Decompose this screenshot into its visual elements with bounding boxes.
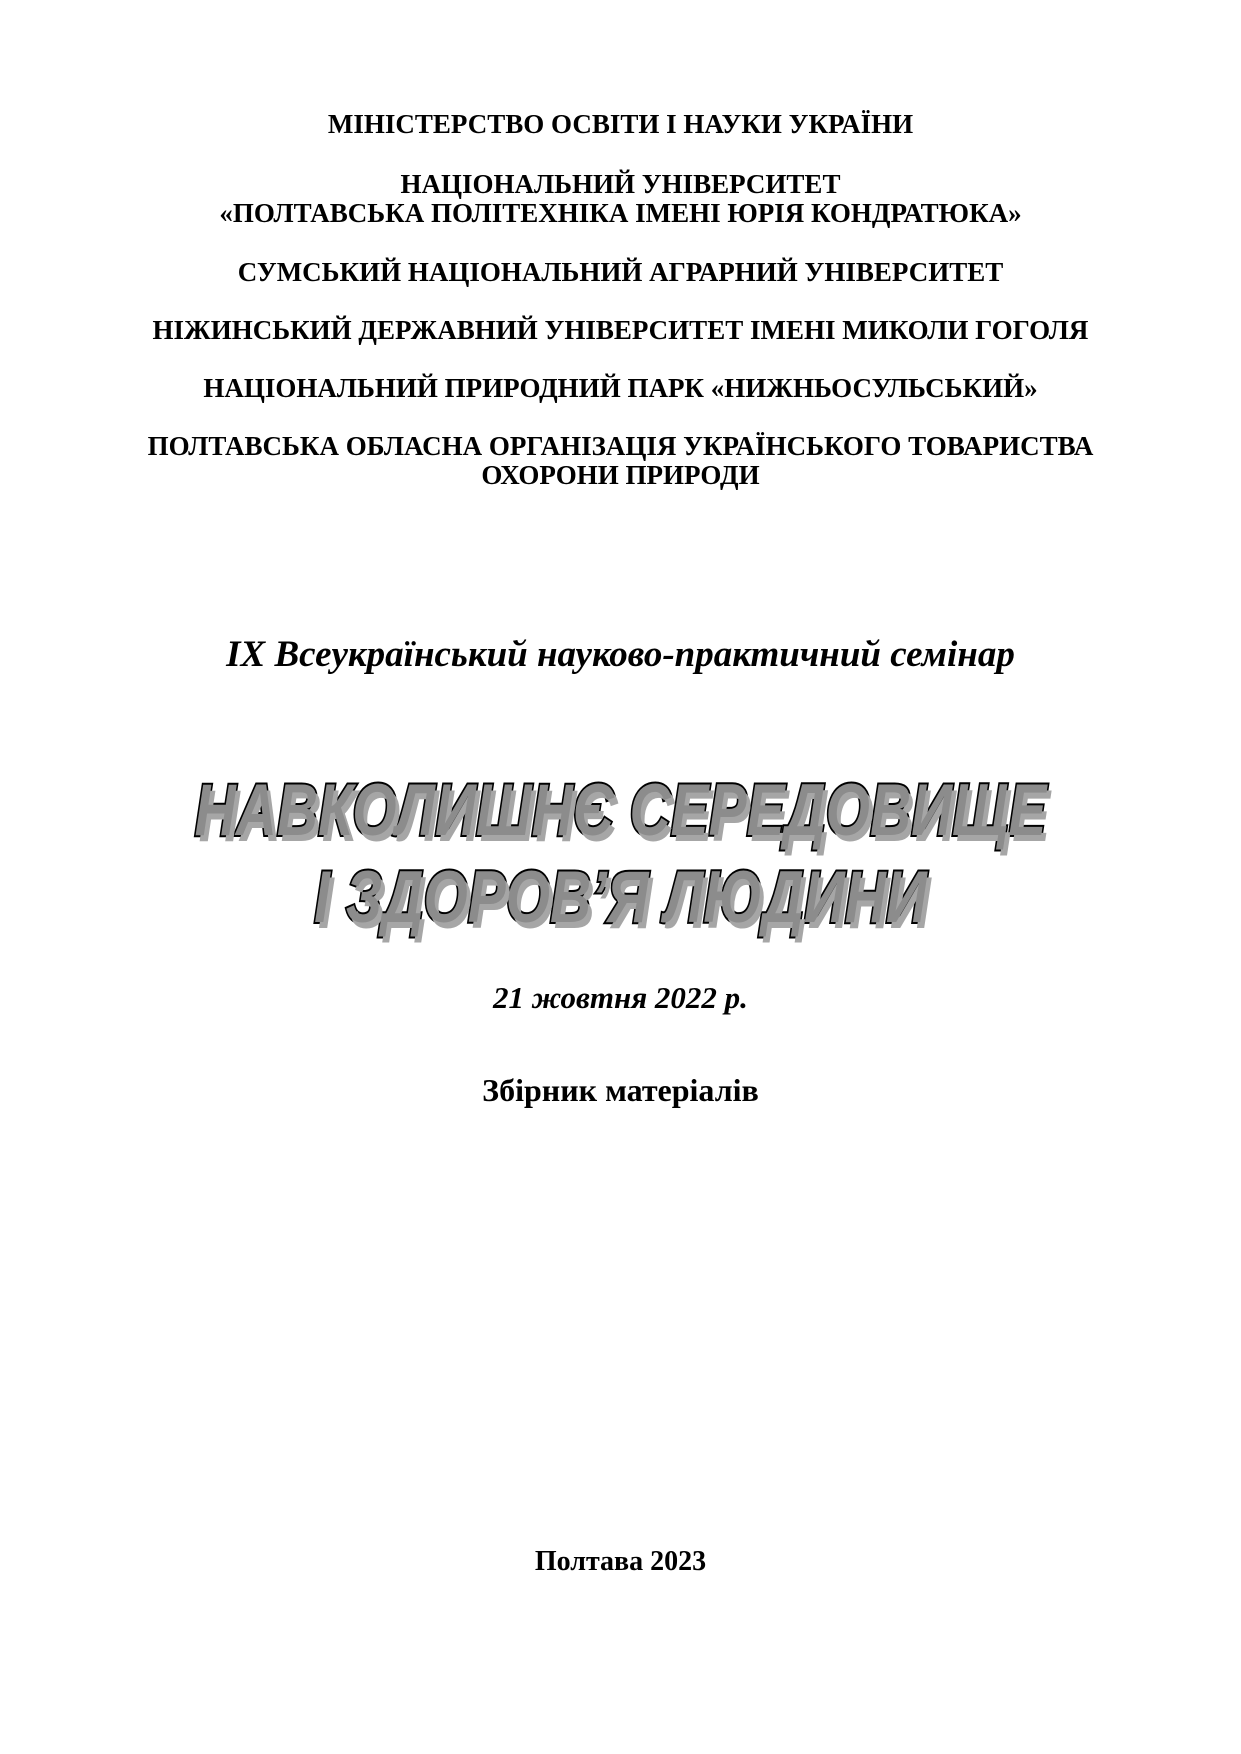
university-poltava-name-line-2: «ПОЛТАВСЬКА ПОЛІТЕХНІКА ІМЕНІ ЮРІЯ КОНДРАТЮКА» xyxy=(219,198,1022,229)
seminar-series-title: ІХ Всеукраїнський науково-практичний семінар xyxy=(226,634,1015,675)
collection-subtitle: Збірник матеріалів xyxy=(482,1072,759,1108)
society-line: ПОЛТАВСЬКА ОБЛАСНА ОРГАНІЗАЦІЯ УКРАЇНСЬКОГО ТОВАРИСТВА ОХОРОНИ ПРИРОДИ xyxy=(147,431,1094,491)
university-poltava-block xyxy=(0,170,1241,228)
event-date: 21 жовтня 2022 р. xyxy=(493,980,748,1015)
ministry-line: МІНІСТЕРСТВО ОСВІТИ І НАУКИ УКРАЇНИ xyxy=(327,109,914,139)
nature-park-line: НАЦІОНАЛЬНИЙ ПРИРОДНИЙ ПАРК «НИЖНЬОСУЛЬСЬКИЙ» xyxy=(203,373,1038,403)
event-title-wordart xyxy=(137,768,1105,942)
imprint-city-year: Полтава 2023 xyxy=(534,1546,707,1577)
university-poltava-name-line-1: НАЦІОНАЛЬНИЙ УНІВЕРСИТЕТ xyxy=(400,169,841,199)
university-sumy-line: СУМСЬКИЙ НАЦІОНАЛЬНИЙ АГРАРНИЙ УНІВЕРСИТЕТ xyxy=(237,257,1004,287)
university-nizhyn-line: НІЖИНСЬКИЙ ДЕРЖАВНИЙ УНІВЕРСИТЕТ ІМЕНІ МИКОЛИ ГОГОЛЯ xyxy=(152,315,1089,345)
event-title-line-2: І ЗДОРОВ’Я ЛЮДИНИ xyxy=(314,856,927,938)
event-title-line-1: НАВКОЛИШНЄ СЕРЕДОВИЩЕ xyxy=(194,770,1047,851)
society-block xyxy=(0,432,1241,490)
